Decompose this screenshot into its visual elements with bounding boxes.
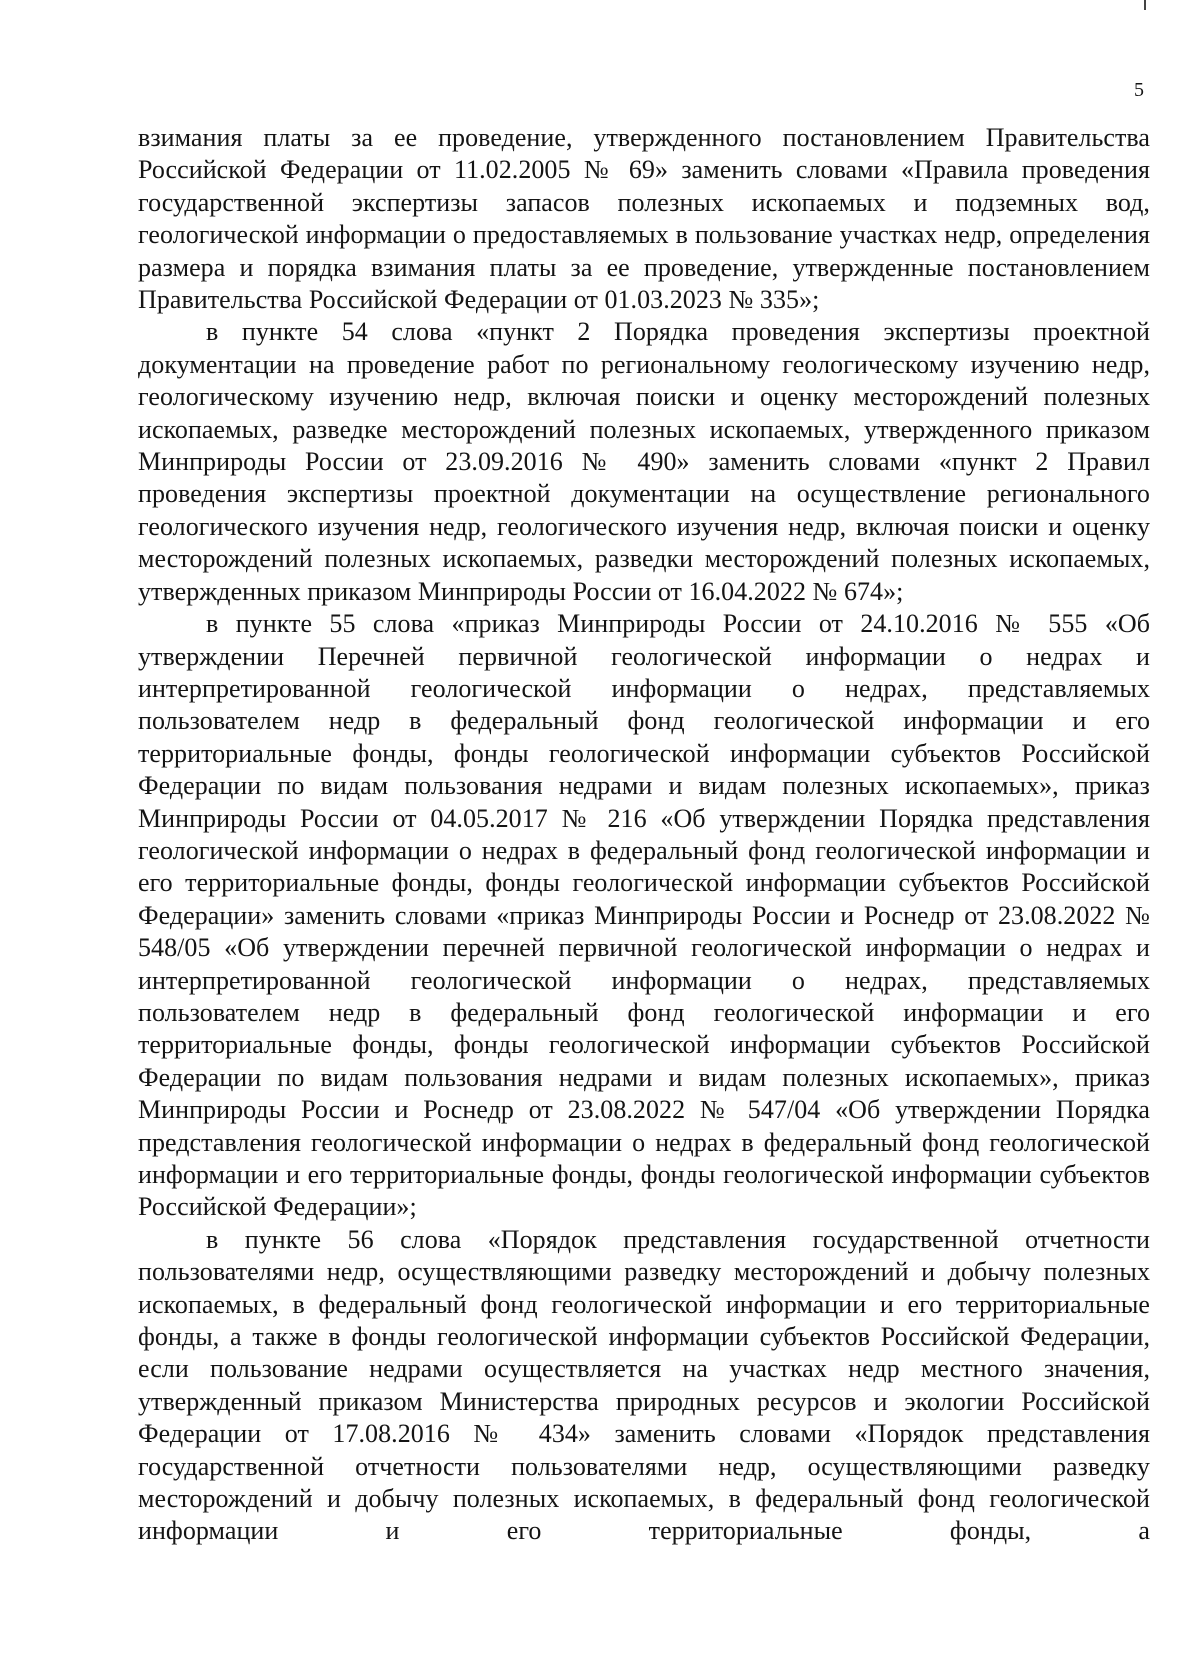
paragraph-1: взимания платы за ее проведение, утвержденного постановлением Правительства Российской Федерации от 11.02.2005 № 69» заменить словами «Правила проведения государственной экспертизы запасов полезных ископаемых и подземных вод, геологической информации о предоставляемых в пользование участках недр, определения размера и порядка взимания платы за ее проведение, утвержденные постановлением Правительства Российской Федерации от 01.03.2023 № 335»; xyxy=(138,123,1150,315)
paragraph-point-56: в пункте 56 слова «Порядок представления государственной отчетности пользователями недр, осуществляющими разведку месторождений и добычу полезных ископаемых, в федеральный фонд геологической информации и его территориальные фонды, а также в фонды геологической информации субъектов Российской Федерации, если пользование недрами осуществляется на участках недр местного значения, утвержденный приказом Министерства природных ресурсов и экологии Российской Федерации от 17.08.2016 № 434» заменить словами «Порядок представления государственной отчетности пользователями недр, осуществляющими разведку месторождений и добычу полезных ископаемых, в федеральный фонд геологической информации и его территориальные фонды, а xyxy=(138,1224,1150,1546)
scan-edge-mark xyxy=(1144,0,1146,10)
paragraph-point-55: в пункте 55 слова «приказ Минприроды России от 24.10.2016 № 555 «Об утверждении Перечней первичной геологической информации о недрах и интерпретированной геологической информации о недрах, представляемых пользователем недр в федеральный фонд геологической информации и его территориальные фонды, фонды геологической информации субъектов Российской Федерации по видам пользования недрами и видам полезных ископаемых», приказ Минприроды России от 04.05.2017 № 216 «Об утверждении Порядка представления геологической информации о недрах в федеральный фонд геологической информации и его территориальные фонды, фонды геологической информации субъектов Российской Федерации» заменить словами «приказ Минприроды России и Роснедр от 23.08.2022 № 548/05 «Об утверждении перечней первичной геологической информации о недрах и интерпретированной геологической информации о недрах, представляемых пользователем недр в федеральный фонд геологической информации и его территориальные фонды, фонды геологической информации субъектов Российской Федерации по видам пользования недрами и видам полезных ископаемых», приказ Минприроды России и Роснедр от 23.08.2022 № 547/04 «Об утверждении Порядка представления геологической информации о недрах в федеральный фонд геологической информации и его территориальные фонды, фонды геологической информации субъектов Российской Федерации»; xyxy=(138,609,1150,1222)
page-number: 5 xyxy=(1134,79,1144,101)
document-body xyxy=(138,122,1150,1548)
paragraph-point-54: в пункте 54 слова «пункт 2 Порядка проведения экспертизы проектной документации на проведение работ по региональному геологическому изучению недр, геологическому изучению недр, включая поиски и оценку месторождений полезных ископаемых, разведке месторождений полезных ископаемых, утвержденного приказом Минприроды России от 23.09.2016 № 490» заменить словами «пункт 2 Правил проведения экспертизы проектной документации на осуществление регионального геологического изучения недр, геологического изучения недр, включая поиски и оценку месторождений полезных ископаемых, разведки месторождений полезных ископаемых, утвержденных приказом Минприроды России от 16.04.2022 № 674»; xyxy=(138,317,1150,606)
